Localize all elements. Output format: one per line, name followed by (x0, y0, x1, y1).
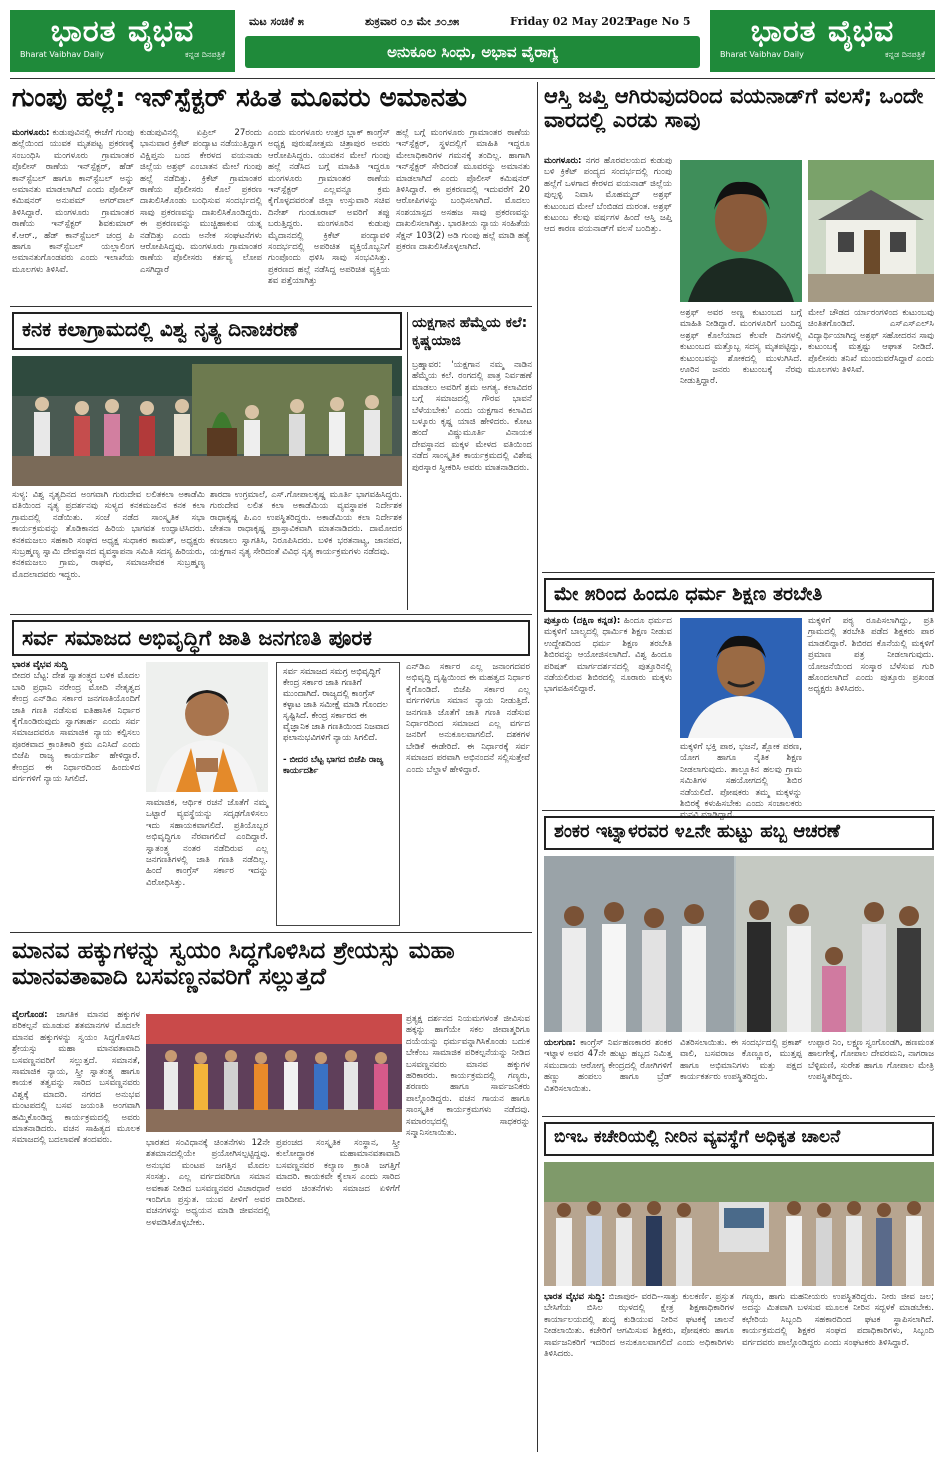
article-text: ಶಾರದಾ ಉಗ್ರಮಾಲೆ, ಎಸ್.ಗೋಪಾಲಕೃಷ್ಣ ಮೂರ್ತಿ ಭಾಗವಹಿಸಿದ್ದರು. ಗುರುದೇವ ಲಲಿತ ಕಲಾ ಅಕಾಡೆಮಿಯ ವ್ಯವಸ್ಥಾಪಕ ನಿರ್ದೇಶಕ ರಾಧಾಕೃಷ್ಣ ಪಿ.ಎಂ ಉಪಸ್ಥಿತರಿದ್ದರು. ಅಕಾಡೆಮಿಯ ಕಲಾ ನಿರ್ದೇಶಕ ಚೇತನಾ ರಾಧಾಕೃಷ್ಣ ಪ್ರಾಸ್ತಾವಿಕವಾಗಿ ಮಾತನಾಡಿದರು. ದಾಮೋದರ ಕಣಜಾಲು ಸ್ವಾಗತಿಸಿ, ನಿರೂಪಿಸಿದರು. ಬಳಿಕ ಭರತನಾಟ್ಯ, ಜಾನಪದ, ಯಕ್ಷಗಾನ ನೃತ್ಯ ಸೇರಿದಂತೆ ವಿವಿಧ ನೃತ್ಯ ಕಾರ್ಯಕ್ರಮಗಳು ನಡೆದವು. (210, 490, 402, 558)
logo-left (10, 10, 235, 72)
column-divider (407, 312, 408, 610)
article-text: ಪ್ರಪಂಚದ ಸಂಸ್ಕೃತಿಕ ಸಂಸ್ಥಾನ, ಸ್ತ್ರೀ ಕುಲೋದ್ಧಾರಕ ಮಹಾಮಾನವತಾವಾದಿ ಬಸವಣ್ಣನವರ ಕಲ್ಯಾಣ ಕ್ರಾಂತಿ ಜಗತ್ತಿಗೆ ಮಾದರಿ. ಕಾಯಕವೇ ಕೈಲಾಸ ಎಂದು ಸಾರಿದ ಅವರ ಚಿಂತನೆಗಳು ಸಮಾಜದ ಏಳಿಗೆಗೆ ದಾರಿದೀಪ. (276, 1138, 400, 1206)
section-divider (10, 932, 532, 933)
page-number: Page No 5 (628, 15, 691, 28)
logo-sub (10, 50, 235, 60)
issue-line (245, 12, 700, 34)
article-byline: ವೈಲಗೊಂಡ: (12, 1010, 48, 1020)
article-byline: ಮಂಗಳೂರು: (12, 128, 50, 138)
logo-sub-kannada: ಕನ್ನಡ ದಿನಪತ್ರಿಕೆ (184, 50, 225, 59)
article-byline: ಪುತ್ತೂರು (ದಕ್ಷಿಣ ಕನ್ನಡ): (544, 616, 621, 626)
article-text: ಬ್ರಹ್ಮಾವರ: 'ಯಕ್ಷಗಾನ ನಮ್ಮ ನಾಡಿನ ಹೆಮ್ಮೆಯ ಕಲೆ. ರಂಗದಲ್ಲಿ ಪಾತ್ರ ನಿರ್ವಹಣೆ ಮಾಡಲು ಅವರಿಗೆ ಶ್ರಮ ಅಗತ್ಯ. ಕಲಾವಿದರ ಬಗ್ಗೆ ಸಮಾಜದಲ್ಲಿ ಗೌರವ ಭಾವನೆ ಬೆಳೆಯಬೇಕು' ಎಂದು ಯಕ್ಷಗಾನ ಕಲಾವಿದ ಬಳ್ಕೂರು ಕೃಷ್ಣ ಯಾಜಿ ಹೇಳಿದರು. ಕೋಟ ಹಂದೆ ವಿಷ್ಣುಮೂರ್ತಿ ವಿನಾಯಕ ದೇವಸ್ಥಾನದ ಮಕ್ಕಳ ಮೇಳದ ವತಿಯಿಂದ ನಡೆದ ಸಾಂಸ್ಕೃತಿಕ ಕಾರ್ಯಕ್ರಮದಲ್ಲಿ ವಿಶೇಷ ಪುರಸ್ಕಾರ ಸ್ವೀಕರಿಸಿ ಅವರು ಮಾತನಾಡಿದರು. (412, 360, 532, 473)
article-body: ಬಿಜಾಪುರ- ವರದಿ--ಸಾತ್ತು ಕುಲಕರ್ಣಿ. ಪ್ರಸ್ತುತ ಬೇಸಿಗೆಯ ಬಿಸಿಲ ಝಳದಲ್ಲಿ ಕ್ಷೇತ್ರ ಶಿಕ್ಷಣಾಧಿಕಾರಿಗಳ ಕಾರ್ಯಾಲಯದಲ್ಲಿ ಶುದ್ಧ ಕುಡಿಯುವ ನೀರಿನ ಘಟಕಕ್ಕೆ ಚಾಲನೆ ನೀಡಲಾಯಿತು. ಕಚೇರಿಗೆ ಆಗಮಿಸುವ ಶಿಕ್ಷಕರು, ಪೋಷಕರು ಹಾಗೂ ಸಾರ್ವಜನಿಕರಿಗೆ ಇದರಿಂದ ಅನುಕೂಲವಾಗಲಿದೆ ಎಂದು ಅಧಿಕಾರಿಗಳು ತಿಳಿಸಿದರು. (544, 1292, 734, 1360)
article-text (12, 660, 140, 926)
article-headline: ಕನಕ ಕಲಾಗ್ರಾಮದಲ್ಲಿ ವಿಶ್ವ ನೃತ್ಯ ದಿನಾಚರಣೆ (12, 312, 402, 350)
article-text: ಹಲ್ಲೆ ಬಗ್ಗೆ ಮಂಗಳೂರು ಗ್ರಾಮಾಂತರ ಠಾಣೆಯ ಇನ್‌ಸ್ಪೆಕ್ಟರ್, ಸ್ಥಳದಲ್ಲಿಗೆ ಮಾಹಿತಿ ಇದ್ದರೂ ಮೇಲಾಧಿಕಾರಿಗಳ ಗಮನಕ್ಕೆ ತಂದಿಲ್ಲ. ಹಾಗಾಗಿ ಇನ್‌ಸ್ಪೆಕ್ಟರ್ ಸೇರಿದಂತೆ ಮೂವರನ್ನು ಅಮಾನತು ಮಾಡಲಾಗಿದೆ ಎಂದು ಪೊಲೀಸ್ ಕಮಿಷನರ್ ತಿಳಿಸಿದ್ದಾರೆ. ಈ ಪ್ರಕರಣದಲ್ಲಿ ಇದುವರೆಗೆ 20 ಆರೋಪಿಗಳನ್ನು ಬಂಧಿಸಲಾಗಿದೆ. ಮೊದಲು ಸಂಶಯಾಸ್ಪದ ಅಸಹಜ ಸಾವು ಪ್ರಕರಣವನ್ನು ದಾಖಲಿಸಲಾಗಿತ್ತು. ಭಾರತೀಯ ನ್ಯಾಯ ಸಂಹಿತೆಯ ಸೆಕ್ಷನ್ 103(2) ಅಡಿ ಗುಂಪು ಹಲ್ಲೆ ಮಾಡಿ ಹತ್ಯೆ ಪ್ರಕರಣ ದಾಖಲಿಸಿಕೊಳ್ಳಲಾಗಿದೆ. (396, 128, 530, 253)
article-text (12, 128, 134, 300)
article-text: ಅಶ್ರಫ್ ಅವರ ಅಣ್ಣ ಕುಟುಂಬದ ಬಗ್ಗೆ ಮಾಹಿತಿ ನೀಡಿದ್ದಾರೆ. ಮಂಗಳೂರಿಗೆ ಬಂದಿದ್ದ ಅಶ್ರಫ್ ಕೊಲೆಯಾದ ಕೆಲವೇ ದಿನಗಳಲ್ಲಿ ಕುಟುಂಬದ ಮತ್ತೊಬ್ಬ ಸದಸ್ಯ ಮೃತಪಟ್ಟಿದ್ದು, ಕುಟುಂಬವನ್ನು ಶೋಕದಲ್ಲಿ ಮುಳುಗಿಸಿದೆ. ಊರಿನ ಜನರು ಕುಟುಂಬಕ್ಕೆ ನೆರವು ನೀಡುತ್ತಿದ್ದಾರೆ. (680, 308, 802, 387)
article-text: ಮಕ್ಕಳಿಗೆ ಭಕ್ತಿ ಪಾಠ, ಭಜನೆ, ಶ್ಲೋಕ ಪಠಣ, ಯೋಗ ಹಾಗೂ ನೈತಿಕ ಶಿಕ್ಷಣ ನೀಡಲಾಗುವುದು. ತಾಲ್ಲೂಕಿನ ಹಲವು ಗ್ರಾಮ ಸಮಿತಿಗಳ ಸಹಯೋಗದಲ್ಲಿ ಶಿಬಿರ ನಡೆಯಲಿದೆ. ಪೋಷಕರು ತಮ್ಮ ಮಕ್ಕಳನ್ನು ಶಿಬಿರಕ್ಕೆ ಕಳುಹಿಸಬೇಕು ಎಂದು ಸಂಚಾಲಕರು ಮನವಿ ಮಾಡಿದ್ದಾರೆ. (680, 742, 802, 821)
logo-title: ಭಾರತ ವೈಭವ (750, 14, 895, 49)
victim-photo (680, 160, 802, 302)
article-headline: ಯಕ್ಷಗಾನ ಹೆಮ್ಮೆಯ ಕಲೆ: ಕೃಷ್ಣಯಾಜಿ (412, 315, 528, 350)
article-text (544, 616, 672, 804)
article-headline: ಮೇ ೫ರಿಂದ ಹಿಂದೂ ಧರ್ಮ ಶಿಕ್ಷಣ ತರಬೇತಿ (544, 578, 934, 612)
quote-box (276, 662, 400, 926)
article-text: ಪ್ರತ್ಯಕ್ಷ ದರ್ಶನದ ನಿಯಮಗಳಂತೆ ಜೀವಿಸುವ ಹಕ್ಕನ್ನು ಹಾಗೆಯೇ ಸಕಲ ಜೀವಾತ್ಮರಿಗೂ ದಯೆಯನ್ನು ಧರ್ಮವನ್ನಾಗಿಸಿಕೊಂಡು ಬದುಕ ಬೇಕೆಂಬ ಸಾಮಾಜಿಕ ಪರಿಕಲ್ಪನೆಯನ್ನು ನೀಡಿದ ಬಸವಣ್ಣನವರು ಮಾನವ ಹಕ್ಕುಗಳ ಹರಿಕಾರರು. ಕಾರ್ಯಕ್ರಮದಲ್ಲಿ ಗಣ್ಯರು, ಶರಣರು ಹಾಗೂ ಸಾರ್ವಜನಿಕರು ಪಾಲ್ಗೊಂಡಿದ್ದರು. ವಚನ ಗಾಯನ ಹಾಗೂ ಸಾಂಸ್ಕೃತಿಕ ಕಾರ್ಯಕ್ರಮಗಳು ನಡೆದವು. ಸಮಾರಂಭದಲ್ಲಿ ಸಾಧಕರನ್ನು ಸನ್ಮಾನಿಸಲಾಯಿತು. (406, 1014, 530, 1139)
article-body: ಕಾಂಗ್ರೆಸ್ ನಿರ್ವಹಣಕಾರರ ಶಂಕರ ಇಟ್ನಾಳ ಅವರ 47ನೇ ಹುಟ್ಟು ಹಬ್ಬದ ನಿಮಿತ್ತ ಸಮುದಾಯ ಆರೋಗ್ಯ ಕೇಂದ್ರದಲ್ಲಿ ರೋಗಿಗಳಿಗೆ ಹಣ್ಣು ಹಂಪಲು ಹಾಗೂ ಬ್ರೆಡ್ ವಿತರಿಸಲಾಯಿತು. (544, 1038, 673, 1094)
column-divider (537, 82, 538, 1452)
logo-sub-english: Bharat Vaibhav Daily (720, 50, 804, 59)
article-byline: ಭಾರತ ವೈಭವ ಸುದ್ದಿ: (544, 1292, 606, 1302)
article-text: ಕುಡುಪುವಿನಲ್ಲಿ ಏಪ್ರಿಲ್ 27ರಂದು ಭಾನುವಾರ ಕ್ರಿಕೆಟ್ ಪಂದ್ಯಾಟ ನಡೆಯುತ್ತಿದ್ದಾಗ ವಿಕ್ಷಿಪ್ತನು ಬಂದ ಕೇರಳದ ವಯನಾಡು ಜಿಲ್ಲೆಯ ಅಶ್ರಫ್ ಎಂಬಾತನ ಮೇಲೆ ಗುಂಪು ಹಲ್ಲೆ ನಡೆದಿತ್ತು. ಕ್ರಿಕೆಟ್ ಗ್ರಾಮಾಂತರ ಠಾಣೆಯ ಪೊಲೀಸರು ಕೊಲೆ ಪ್ರಕರಣ ದಾಖಲಿಸಿಕೊಂಡು ಬಂಧಿಸುವ ಸಂದರ್ಭದಲ್ಲಿ ಸಾವು ಪ್ರಕರಣವನ್ನು ದಾಖಲಿಸಿಕೊಂಡಿದ್ದರು. ಈ ಪ್ರಕರಣವನ್ನು ಮುಚ್ಚಿಹಾಕುವ ಯತ್ನ ನಡೆದಿತ್ತು ಎಂದು ಅನೇಕ ಸಂಘಟನೆಗಳು ಆರೋಪಿಸಿದ್ದವು. ಮಂಗಳೂರು ಗ್ರಾಮಾಂತರ ಠಾಣೆಯ ಪೊಲೀಸರು ಕರ್ತವ್ಯ ಲೋಪ ಎಸಗಿದ್ದಾರೆ (140, 128, 262, 275)
issue-number: ಮಟ ಸಂಚಿಕೆ ೫ (249, 15, 304, 28)
photo-illustration (544, 856, 934, 1032)
logo-title: ಭಾರತ ವೈಭವ (50, 14, 195, 49)
article-byline: ಯಲಗುಣ: (544, 1038, 576, 1048)
house-illustration (808, 160, 934, 302)
section-divider (542, 1116, 935, 1117)
portrait-photo (680, 618, 802, 738)
article-text: ಭಾರತದ ಸಂವಿಧಾನಕ್ಕೆ ಚಿಂತನೆಗಳು 12ನೇ ಶತಮಾನದಲ್ಲಿಯೇ ಪ್ರಯೋಗಿಸಲ್ಪಟ್ಟಿದ್ದವು. ಅನುಭವ ಮಂಟಪ ಜಗತ್ತಿನ ಮೊದಲ ಸಂಸತ್ತು. ಎಲ್ಲ ವರ್ಗದವರಿಗೂ ಸಮಾನ ಅವಕಾಶ ನೀಡಿದ ಬಸವಣ್ಣನವರ ವಿಚಾರಧಾರೆ ಇಂದಿಗೂ ಪ್ರಸ್ತುತ. ಯುವ ಪೀಳಿಗೆ ಅವರ ವಚನಗಳನ್ನು ಅಧ್ಯಯನ ಮಾಡಿ ಜೀವನದಲ್ಲಿ ಅಳವಡಿಸಿಕೊಳ್ಳಬೇಕು. (146, 1138, 270, 1228)
article-text: ಗಣ್ಯರು, ಹಾಗು ಮಹನೀಯರು ಉಪಸ್ಥಿತರಿದ್ದರು. ನೀರು ಜೀವ ಜಲ; ಅದನ್ನು ಮಿತವಾಗಿ ಬಳಸುವ ಮೂಲಕ ನೀರಿನ ಸದ್ಬಳಕೆ ಮಾಡಬೇಕು. ಕಛೇರಿಯ ಸಿಬ್ಬಂದಿ ಸಹಕಾರದಿಂದ ಘಟಕ ಸ್ಥಾಪಿಸಲಾಗಿದೆ. ಕಾರ್ಯಕ್ರಮದಲ್ಲಿ ಶಿಕ್ಷಕರ ಸಂಘದ ಪದಾಧಿಕಾರಿಗಳು, ಸಿಬ್ಬಂದಿ ವರ್ಗದವರು ಪಾಲ್ಗೊಂಡಿದ್ದರು ಎಂದು ಸಂಘಟಕರು ತಿಳಿಸಿದ್ದಾರೆ. (742, 1292, 934, 1348)
article-text (544, 156, 672, 566)
article-text: ಮೇಲೆ ಚೌಡದ ರ್ಯಾರಂಗಳಿಂದ ಕುಟುಂಬವು ಚಿಂತಿತಗೊಂಡಿದೆ. ಎಸ್‌ಎಸ್‌ಎಲ್‌ಸಿ ವಿದ್ಯಾರ್ಥಿಯಾಗಿದ್ದ ಅಶ್ರಫ್ ಸಹೋದರನ ಸಾವು ಕುಟುಂಬಕ್ಕೆ ಮತ್ತಷ್ಟು ಆಘಾತ ನೀಡಿದೆ. ಪೊಲೀಸರು ತನಿಖೆ ಮುಂದುವರೆಸಿದ್ದಾರೆ ಎಂದು ಮೂಲಗಳು ತಿಳಿಸಿವೆ. (808, 308, 934, 376)
logo-right (710, 10, 935, 72)
masthead-divider (10, 78, 935, 79)
issue-kannada-date: ಶುಕ್ರವಾರ ೦೨ ಮೇ ೨೦೨೫ (365, 15, 460, 28)
section-divider (10, 306, 532, 307)
birthday-event-photo (544, 856, 934, 1032)
dance-day-photo (12, 356, 402, 486)
article-byline: ಭಾರತ ವೈಭವ ಸುದ್ದಿ (12, 660, 68, 670)
article-headline: ಸರ್ವ ಸಮಾಜದ ಅಭಿವೃದ್ಧಿಗೆ ಜಾತಿ ಜನಗಣತಿ ಪೂರಕ (12, 620, 530, 656)
quote-signature: - ಬೀದರ ಬೆಟ್ಟ ಭಾಗದ ಬಿಜೆಪಿ ರಾಜ್ಯ ಕಾರ್ಯದರ್ಶಿ (283, 755, 384, 776)
article-text: ಉಪ್ಪಾರ ನಿಂ, ಲಕ್ಷ್ಮಣ ಸ್ವಂಗೊಂಡಗಿ, ಹಣಮಂತ ಹಾಲಗೇಕ್ಕೆ, ಗೋಪಾಲ ದೇವರಮನಿ, ನಾಗರಾಜ ಬೆಳ್ಳಿಮಣಿ, ಸುರೇಶ ಹಾಗೂ ಗೋಪಾಲ ಮೇತ್ರಿ ಉಪಸ್ಥಿತರಿದ್ದರು. (808, 1038, 934, 1083)
masthead (10, 10, 935, 72)
article-body: ಬೀದರ ಬೆಟ್ಟ: ದೇಶ ಸ್ವಾತಂತ್ರ್ಯದ ಬಳಿಕ ಮೊದಲ ಬಾರಿ ಪ್ರಧಾನಿ ನರೇಂದ್ರ ಮೋದಿ ನೇತೃತ್ವದ ಕೇಂದ್ರ ಎನ್‌ಡಿಎ ಸರ್ಕಾರ ಜನಗಣತಿಯೊಂದಿಗೆ ಜಾತಿ ಗಣತಿ ನಡೆಸುವ ಐತಿಹಾಸಿಕ ನಿರ್ಧಾರ ಕೈಗೊಂಡಿರುವುದು ಸ್ವಾಗತಾರ್ಹ ಎಂದು ಸರ್ವ ಸಮಾಜದವರೂ ಸಾಮಾಜಿಕ ನ್ಯಾಯ ಕಲ್ಪಿಸಲು ಪೂರಕವಾದ ಕ್ರಾಂತಿಕಾರಿ ಕ್ರಮ ಎನಿಸಿದೆ ಎಂದು ಬಿಜೆಪಿ ರಾಜ್ಯ ಕಾರ್ಯದರ್ಶಿ ಹೇಳಿದ್ದಾರೆ. ಕೇಂದ್ರದ ಈ ನಿರ್ಧಾರದಿಂದ ಹಿಂದುಳಿದ ವರ್ಗಗಳಿಗೆ ನ್ಯಾಯ ಸಿಗಲಿದೆ. (12, 671, 140, 785)
logo-sub (710, 50, 935, 60)
article-headline: ಮಾನವ ಹಕ್ಕುಗಳನ್ನು ಸ್ವಯಂ ಸಿದ್ಧಗೊಳಿಸಿದ ಶ್ರೇಯಸ್ಸು ಮಹಾ ಮಾನವತಾವಾದಿ ಬಸವಣ್ಣನವರಿಗೆ ಸಲ್ಲುತ್ತದೆ (12, 938, 455, 991)
article-text: ಎನ್‌ಡಿಎ ಸರ್ಕಾರ ಎಲ್ಲ ಜನಾಂಗದವರ ಅಭಿವೃದ್ಧಿ ದೃಷ್ಟಿಯಿಂದ ಈ ಮಹತ್ವದ ನಿರ್ಧಾರ ಕೈಗೊಂಡಿದೆ. ಬಿಜೆಪಿ ಸರ್ಕಾರ ಎಲ್ಲ ವರ್ಗಗಳಿಗೂ ಸಮಾನ ನ್ಯಾಯ ನೀಡುತ್ತಿದೆ. ಜನಗಣತಿ ಜೊತೆಗೆ ಜಾತಿ ಗಣತಿ ನಡೆಸುವ ನಿರ್ಧಾರದಿಂದ ಸಮಾಜದ ಎಲ್ಲ ವರ್ಗದ ಜನರಿಗೆ ಅನುಕೂಲವಾಗಲಿದೆ. ದಶಕಗಳ ಬೇಡಿಕೆ ಈಡೇರಿದೆ. ಈ ನಿರ್ಧಾರಕ್ಕೆ ಸರ್ವ ಸಮಾಜದ ಪರವಾಗಿ ಅಭಿನಂದನೆ ಸಲ್ಲಿಸುತ್ತೇವೆ ಎಂದು ಬೆಲ್ದಾಳೆ ಹೇಳಿದ್ದಾರೆ. (406, 662, 530, 775)
article-text: ವಿತರಿಸಲಾಯಿತು. ಈ ಸಂದರ್ಭದಲ್ಲಿ ಪ್ರಕಾಶ್ ವಾಲಿ, ಬಸವರಾಜ ಕೊಣ್ಣೂರ, ಮುತ್ತಪ್ಪ ಹಾಗೂ ಅಭಿಮಾನಿಗಳು ಮತ್ತು ಪಕ್ಷದ ಕಾರ್ಯಕರ್ತರು ಉಪಸ್ಥಿತರಿದ್ದರು. (680, 1038, 802, 1083)
article-text: ಸುಳ್ಯ: ವಿಶ್ವ ನೃತ್ಯದಿನದ ಅಂಗವಾಗಿ ಗುರುದೇವ ಲಲಿತಕಲಾ ಅಕಾಡೆಮಿ ವತಿಯಿಂದ ನೃತ್ಯ ಪ್ರದರ್ಶನವು ಸುಳ್ಯದ ಕನಕಮಜಲಿನ ಕನಕ ಕಲಾ ಗ್ರಾಮದಲ್ಲಿ ನಡೆಯಿತು. ಸಂಜೆ ನಡೆದ ಸಾಂಸ್ಕೃತಿಕ ಸಭಾ ಕಾರ್ಯಕ್ರಮವನ್ನು ತೊಡಿಕಾನದ ಹಿರಿಯ ಭಾಗವತ ಉದ್ಘಾಟಿಸಿದರು. ಕನಕಮಜಲು ಸಹಕಾರಿ ಸಂಘದ ಅಧ್ಯಕ್ಷ ಸುಧಾಕರ ಕಾಮತ್, ಅಧ್ಯಕ್ಷರು ಸುಬ್ರಹ್ಮಣ್ಯ ಸ್ವಾಮಿ ದೇವಸ್ಥಾನದ ವ್ಯವಸ್ಥಾಪನಾ ಸಮಿತಿ ಸದಸ್ಯ ಹಿರಿಯರು, ಕನಕಮಜಲು ಗ್ರಾಮ, ರಾಘವ, ಸಮಾಜಸೇವಕ ಸುಬ್ರಹ್ಮಣ್ಯ ಮೊದಲಾದವರು ಇದ್ದರು. (12, 490, 205, 580)
photo-illustration (146, 1014, 402, 1132)
portrait-illustration (680, 618, 802, 738)
issue-info (245, 10, 700, 72)
article-body: ಕುಡುಪುವಿನಲ್ಲಿ ಈಚೆಗೆ ಗುಂಪು ಹಲ್ಲೆಯಿಂದ ಯುವಕ ಮೃತಪಟ್ಟ ಪ್ರಕರಣಕ್ಕೆ ಸಂಬಂಧಿಸಿ ಮಂಗಳೂರು ಗ್ರಾಮಾಂತರ ಪೊಲೀಸ್ ಠಾಣೆಯ ಇನ್‌ಸ್ಪೆಕ್ಟರ್, ಹೆಡ್ ಕಾನ್‌ಸ್ಟೆಬಲ್ ಹಾಗೂ ಕಾನ್‌ಸ್ಟೆಬಲ್ ಅನ್ನು ಅಮಾನತು ಮಾಡಲಾಗಿದೆ ಎಂದು ಪೊಲೀಸ್ ಕಮಿಷನರ್ ಅನುಪಮ್ ಅಗರ್‌ವಾಲ್ ತಿಳಿಸಿದ್ದಾರೆ. ಮಂಗಳೂರು ಗ್ರಾಮಾಂತರ ಠಾಣೆಯ ಇನ್‌ಸ್ಪೆಕ್ಟರ್ ಶಿವಕುಮಾರ್ ಕೆ.ಆರ್., ಹೆಡ್ ಕಾನ್‌ಸ್ಟೆಬಲ್ ಚಂದ್ರ ಪಿ ಹಾಗೂ ಕಾನ್‌ಸ್ಟೆಬಲ್ ಯಲ್ಲಾಲಿಂಗ ಅಮಾನತುಗೊಂಡವರು ಎಂದು ಇಲಾಖೆಯ ಮೂಲಗಳು ತಿಳಿಸಿವೆ. (12, 128, 135, 275)
article-headline: ಆಸ್ತಿ ಜಪ್ತಿ ಆಗಿರುವುದರಿಂದ ವಯನಾಡ್‌ಗೆ ವಲಸೆ; ಒಂದೇ ವಾರದಲ್ಲಿ ಎರಡು ಸಾವು (544, 84, 924, 133)
article-text: ಎಂದು ಮಂಗಳೂರು ಉತ್ತರ ಬ್ಲಾಕ್ ಕಾಂಗ್ರೆಸ್ ಅಧ್ಯಕ್ಷ ಪುರುಷೋತ್ತಮ ಚಿತ್ರಾಪುರ ಅವರು ಆರೋಪಿಸಿದ್ದರು. ಯುವಕನ ಮೇಲೆ ಗುಂಪು ಹಲ್ಲೆ ನಡೆಸಿದ ಬಗ್ಗೆ ಮಾಹಿತಿ ಇದ್ದರೂ ಮಂಗಳೂರು ಗ್ರಾಮಾಂತರ ಠಾಣೆಯ ಇನ್‌ಸ್ಪೆಕ್ಟರ್ ಎಲ್ಲವನ್ನೂ ಕ್ರಮ ಕೈಗೊಳ್ಳದವರಂತೆ ಜಿಲ್ಲಾ ಉಸ್ತುವಾರಿ ಸಚಿವ ದಿನೇಶ್ ಗುಂಡೂರಾವ್ ಅವರಿಗೆ ತಪ್ಪು ಬರುತ್ತಿದ್ದರು. ಮಂಗಳೂರಿನ ಕುಡುಪು ಮೈದಾನದಲ್ಲಿ ಕ್ರಿಕೆಟ್ ಪಂದ್ಯಾವಳಿ ಸಂದರ್ಭದಲ್ಲಿ ಅಪರಿಚಿತ ವ್ಯಕ್ತಿಯೊಬ್ಬನಿಗೆ ಗುಂಪೊಂದು ಥಳಿಸಿ ಸಾವು ಸಂಭವಿಸಿತ್ತು. ಪ್ರಕರಣದ ಹಲ್ಲೆ ನಡೆಸಿದ್ದ ಅಪರಿಚಿತ ವ್ಯಕ್ತಿಯ ಶವ ಪತ್ತೆಯಾಗಿತ್ತು (268, 128, 390, 287)
article-body: ಹಿಂದೂ ಧರ್ಮದ ಮಕ್ಕಳಿಗೆ ಬಾಲ್ಯದಲ್ಲಿ ಧಾರ್ಮಿಕ ಶಿಕ್ಷಣ ನೀಡುವ ಉದ್ದೇಶದಿಂದ ಧರ್ಮ ಶಿಕ್ಷಣ ತರಬೇತಿ ಶಿಬಿರವನ್ನು ಆಯೋಜಿಸಲಾಗಿದೆ. ವಿಶ್ವ ಹಿಂದೂ ಪರಿಷತ್ ಮಾರ್ಗದರ್ಶನದಲ್ಲಿ ಪುತ್ತೂರಿನಲ್ಲಿ ನಡೆಯಲಿರುವ ಶಿಬಿರದಲ್ಲಿ ನೂರಾರು ಮಕ್ಕಳು ಭಾಗವಹಿಸಲಿದ್ದಾರೆ. (544, 616, 672, 695)
article-headline: ಗುಂಪು ಹಲ್ಲೆ: ಇನ್‌ಸ್ಪೆಕ್ಟರ್ ಸಹಿತ ಮೂವರು ಅಮಾನತು (12, 83, 468, 113)
house-photo (808, 160, 934, 302)
portrait-illustration (680, 160, 802, 302)
water-unit-photo (544, 1162, 934, 1286)
article-text (544, 1292, 734, 1450)
issue-english-date: Friday 02 May 2025 (510, 15, 632, 28)
photo-illustration (12, 356, 402, 486)
basava-event-photo (146, 1014, 402, 1132)
section-divider (10, 614, 532, 615)
article-text: ಸಾಮಾಜಿಕ, ಆರ್ಥಿಕ ರಚನೆ ಜೊತೆಗೆ ನಮ್ಮ ಒಟ್ಟಾರೆ ವ್ಯವಸ್ಥೆಯನ್ನು ಸದೃಢಗೊಳಿಸಲು ಇದು ಸಹಾಯಕವಾಗಲಿದೆ. ಪ್ರತಿಯೊಬ್ಬರ ಅಭಿವೃದ್ಧಿಗೂ ನೆರವಾಗಲಿದೆ ಎಂದಿದ್ದಾರೆ. ಸ್ವಾತಂತ್ರ್ಯ ನಂತರ ನಡೆದಿರುವ ಎಲ್ಲ ಜನಗಣತಿಗಳಲ್ಲಿ ಜಾತಿ ಗಣತಿ ನಡೆದಿಲ್ಲ. ಹಿಂದೆ ಕಾಂಗ್ರೆಸ್ ಸರ್ಕಾರ ಇದನ್ನು ವಿರೋಧಿಸಿತ್ತು. (146, 798, 268, 888)
logo-sub-english: Bharat Vaibhav Daily (20, 50, 104, 59)
logo-sub-kannada: ಕನ್ನಡ ದಿನಪತ್ರಿಕೆ (884, 50, 925, 59)
portrait-photo (146, 662, 268, 792)
section-divider (542, 572, 935, 573)
quote-text: ಸರ್ವ ಸಮಾಜದ ಸಮಗ್ರ ಅಭಿವೃದ್ಧಿಗೆ ಕೇಂದ್ರ ಸರ್ಕಾರ ಜಾತಿ ಗಣತಿಗೆ ಮುಂದಾಗಿದೆ. ರಾಜ್ಯದಲ್ಲಿ ಕಾಂಗ್ರೆಸ್ ಕಳ್ಳಾಟ ಜಾತಿ ಸಮೀಕ್ಷೆ ಮಾಡಿ ಗೊಂದಲ ಸೃಷ್ಟಿಸಿದೆ. ಕೇಂದ್ರ ಸರ್ಕಾರದ ಈ ವೈಜ್ಞಾನಿಕ ಜಾತಿ ಗಣತಿಯಿಂದ ನಿಜವಾದ ಫಲಾನುಭವಿಗಳಿಗೆ ನ್ಯಾಯ ಸಿಗಲಿದೆ. (283, 667, 390, 743)
article-text (544, 1038, 672, 1110)
photo-illustration (544, 1162, 934, 1286)
article-body: ನಗರ ಹೊರವಲಯದ ಕುಡುಪು ಬಳಿ ಕ್ರಿಕೆಟ್ ಪಂದ್ಯದ ಸಂದರ್ಭದಲ್ಲಿ ಗುಂಪು ಹಲ್ಲೆಗೆ ಒಳಗಾದ ಕೇರಳದ ವಯನಾಡ್ ಜಿಲ್ಲೆಯ ಪುಲ್ಪಳ್ಳಿ ನಿವಾಸಿ ಮೊಹಮ್ಮದ್ ಅಶ್ರಫ್ ಕುಟುಂಬದ ಮೇಲೆ ಬೆಂಬಿಡದ ದುರಂತ. ಅಶ್ರಫ್ ಕುಟುಂಬ ಕೆಲವು ವರ್ಷಗಳ ಹಿಂದೆ ಆಸ್ತಿ ಜಪ್ತಿ ಆದ ಕಾರಣ ವಯನಾಡ್‌ಗೆ ವಲಸೆ ಬಂದಿತ್ತು. (544, 156, 672, 235)
article-text: ಮಕ್ಕಳಿಗೆ ಪಠ್ಯ ರೂಪಿಸಲಾಗಿದ್ದು, ಪ್ರತಿ ಗ್ರಾಮದಲ್ಲಿ ತರಬೇತಿ ಪಡೆದ ಶಿಕ್ಷಕರು ಪಾಠ ಮಾಡಲಿದ್ದಾರೆ. ಶಿಬಿರದ ಕೊನೆಯಲ್ಲಿ ಮಕ್ಕಳಿಗೆ ಪ್ರಮಾಣ ಪತ್ರ ನೀಡಲಾಗುವುದು. ಯೋಜನೆಯಿಂದ ಸಂಸ್ಕಾರ ಬೆಳೆಸುವ ಗುರಿ ಹೊಂದಲಾಗಿದೆ ಎಂದು ಪುತ್ತೂರು ಪ್ರಖಂಡ ಅಧ್ಯಕ್ಷರು ತಿಳಿಸಿದರು. (808, 616, 934, 695)
slogan: ಅನುಕೂಲ ಸಿಂಧು, ಅಭಾವ ವೈರಾಗ್ಯ (245, 36, 700, 68)
article-byline: ಮಂಗಳೂರು: (544, 156, 582, 166)
article-body: ಜಾಗತಿಕ ಮಾನವ ಹಕ್ಕುಗಳ ಪರಿಕಲ್ಪನೆ ಮೂಡುವ ಶತಮಾನಗಳ ಮೊದಲೇ ಮಾನವ ಹಕ್ಕುಗಳನ್ನು ಸ್ವಯಂ ಸಿದ್ಧಗೊಳಿಸಿದ ಶ್ರೇಯಸ್ಸು ಮಹಾ ಮಾನವತಾವಾದಿ ಬಸವಣ್ಣನವರಿಗೆ ಸಲ್ಲುತ್ತದೆ. ಸಮಾನತೆ, ಸಾಮಾಜಿಕ ನ್ಯಾಯ, ಸ್ತ್ರೀ ಸ್ವಾತಂತ್ರ್ಯ ಹಾಗೂ ಕಾಯಕ ತತ್ವವನ್ನು ಸಾರಿದ ಬಸವಣ್ಣನವರು ವಿಶ್ವಕ್ಕೆ ಮಾದರಿ. ನಗರದ ಅನುಭವ ಮಂಟಪದಲ್ಲಿ ಬಸವ ಜಯಂತಿ ಅಂಗವಾಗಿ ಹಮ್ಮಿಕೊಂಡಿದ್ದ ಕಾರ್ಯಕ್ರಮದಲ್ಲಿ ಅವರು ಮಾತನಾಡಿದರು. ವಚನ ಸಾಹಿತ್ಯದ ಮೂಲಕ ಸಮಾಜದಲ್ಲಿ ಬದಲಾವಣೆ ತಂದವರು. (12, 1010, 140, 1146)
article-headline: ಶಂಕರ ಇಟ್ನಾಳರವರ ೪೭ನೇ ಹುಟ್ಟು ಹಬ್ಬ ಆಚರಣೆ (544, 816, 934, 850)
article-text (12, 1010, 140, 1450)
portrait-illustration (146, 662, 268, 792)
article-headline: ಬಿಇಒ ಕಚೇರಿಯಲ್ಲಿ ನೀರಿನ ವ್ಯವಸ್ಥೆಗೆ ಅಧಿಕೃತ ಚಾಲನೆ (544, 1122, 934, 1156)
